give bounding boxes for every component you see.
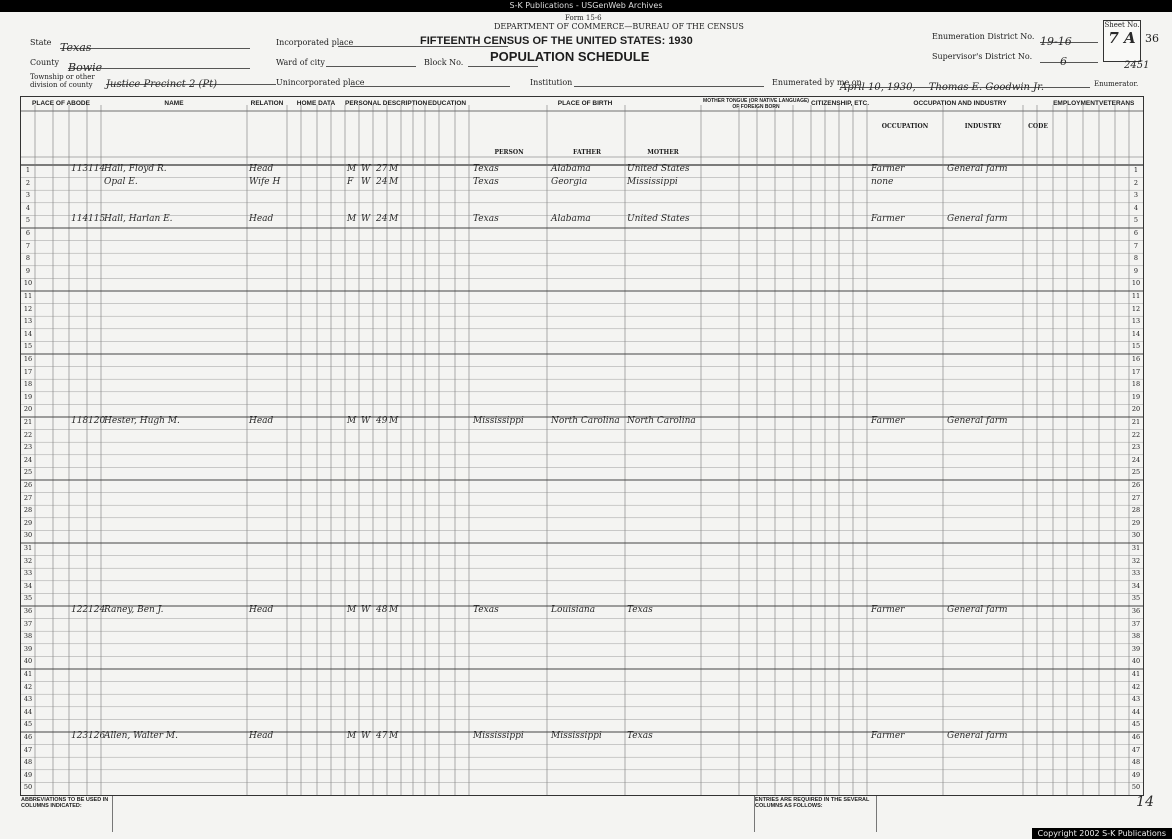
group-tongue: MOTHER TONGUE (OR NATIVE LANGUAGE) OF FOREIGN BORN: [703, 98, 809, 110]
institution-label: Institution: [530, 78, 573, 87]
birthplace-person: Texas: [473, 214, 499, 225]
occupation: Farmer: [871, 214, 905, 225]
line-number: 34: [23, 581, 33, 590]
industry: General farm: [947, 164, 1008, 174]
line-number: 26: [1131, 481, 1141, 489]
group-home: HOME DATA: [296, 100, 336, 107]
dwelling-number: 113: [71, 164, 89, 174]
line-number: 24: [23, 455, 33, 464]
schedule-title: POPULATION SCHEDULE: [490, 49, 650, 64]
person-name: Hall, Floyd R.: [104, 164, 167, 174]
age: 24: [376, 176, 388, 187]
line-number: 12: [23, 304, 33, 313]
line-number: 39: [1131, 644, 1141, 653]
line-number: 6: [1133, 229, 1139, 237]
race: W: [361, 164, 371, 174]
family-number: 120: [88, 416, 106, 426]
line-number: 21: [1131, 418, 1141, 426]
group-birth: PLACE OF BIRTH: [557, 100, 613, 107]
line-number: 47: [1131, 745, 1141, 754]
race: W: [361, 416, 371, 426]
department: DEPARTMENT OF COMMERCE—BUREAU OF THE CENSUS: [494, 22, 744, 31]
line-number: 37: [23, 619, 33, 628]
line-number: 18: [1131, 380, 1141, 389]
line-number: 40: [23, 657, 33, 666]
birthplace-person: Mississippi: [473, 416, 524, 426]
sex: M: [347, 731, 357, 741]
unincorporated-label: Unincorporated place: [276, 78, 365, 87]
person-name: Opal E.: [104, 176, 138, 187]
line-number: 48: [23, 758, 33, 767]
line-number: 49: [1131, 770, 1141, 779]
line-number: 5: [1133, 216, 1139, 225]
page-number: 14: [1136, 794, 1154, 810]
line-number: 2: [1133, 178, 1139, 187]
birthplace-father: North Carolina: [551, 416, 620, 426]
line-number: 36: [23, 607, 33, 615]
line-number: 7: [25, 241, 31, 250]
industry: General farm: [947, 605, 1008, 615]
county-value: Bowie: [68, 61, 103, 74]
line-number: 28: [23, 506, 33, 515]
enum-district-label: Enumeration District No.: [932, 32, 1035, 41]
dwelling-number: 123: [71, 731, 89, 741]
enumerator-label: Enumerator.: [1094, 80, 1139, 88]
line-number: 46: [1131, 733, 1141, 741]
dwelling-number: 114: [71, 214, 89, 225]
line-number: 1: [1133, 166, 1139, 174]
relation: Wife H: [249, 176, 281, 187]
corner-id: 2451: [1124, 60, 1150, 71]
birthplace-mother: United States: [627, 214, 690, 225]
footer-codes: [112, 796, 755, 832]
group-veterans: VETERANS: [1099, 100, 1135, 107]
person-name: Raney, Ben J.: [104, 605, 164, 615]
birthplace-mother: United States: [627, 164, 690, 174]
line-number: 35: [1131, 594, 1141, 603]
line-number: 39: [23, 644, 33, 653]
birthplace-father: Mississippi: [551, 731, 602, 741]
line-number: 44: [23, 707, 33, 716]
township-value: Justice Precinct 2 (Pt): [106, 79, 218, 90]
occupation: Farmer: [871, 416, 905, 426]
line-number: 15: [23, 342, 33, 351]
birthplace-person: Texas: [473, 605, 499, 615]
line-number: 7: [1133, 241, 1139, 250]
line-number: 6: [25, 229, 31, 237]
race: W: [361, 731, 371, 741]
industry: General farm: [947, 214, 1008, 225]
line-number: 42: [23, 682, 33, 691]
line-number: 11: [1131, 292, 1141, 300]
sex: M: [347, 605, 357, 615]
county-label: County: [30, 58, 59, 67]
line-number: 25: [1131, 468, 1141, 477]
line-number: 32: [23, 556, 33, 565]
state-value: Texas: [60, 41, 92, 54]
age: 27: [376, 164, 388, 174]
block-label: Block No.: [424, 58, 464, 67]
race: W: [361, 176, 371, 187]
county-field: [68, 56, 250, 74]
col-person: PERSON: [494, 149, 524, 156]
supervisor-value: 6: [1060, 55, 1067, 68]
line-number: 43: [23, 695, 33, 704]
marital-status: M: [389, 416, 399, 426]
footer: [20, 796, 1142, 832]
col-father: FATHER: [573, 149, 601, 156]
line-number: 31: [23, 544, 33, 552]
age: 49: [376, 416, 388, 426]
line-number: 45: [1131, 720, 1141, 729]
supervisor-field: [1040, 50, 1098, 68]
family-number: 115: [88, 214, 106, 225]
group-citizen: CITIZENSHIP, ETC.: [811, 100, 870, 107]
race: W: [361, 605, 371, 615]
age: 48: [376, 605, 388, 615]
line-number: 23: [23, 443, 33, 452]
birthplace-person: Mississippi: [473, 731, 524, 741]
line-number: 30: [23, 531, 33, 540]
family-number: 114: [88, 164, 106, 174]
line-number: 10: [23, 279, 33, 288]
unincorporated-field: [350, 76, 510, 87]
industry: General farm: [947, 731, 1008, 741]
line-number: 16: [23, 355, 33, 363]
birthplace-person: Texas: [473, 176, 499, 187]
sheet-label: Sheet No.: [1104, 21, 1140, 29]
group-occupation: OCCUPATION AND INDUSTRY: [913, 100, 1007, 107]
state-label: State: [30, 38, 52, 47]
col-occupation: OCCUPATION: [881, 123, 929, 130]
occupation: Farmer: [871, 164, 905, 174]
line-number: 48: [1131, 758, 1141, 767]
relation: Head: [249, 731, 274, 741]
relation: Head: [249, 214, 274, 225]
line-number: 17: [1131, 367, 1141, 376]
birthplace-person: Texas: [473, 164, 499, 174]
line-number: 20: [23, 405, 33, 414]
line-number: 50: [23, 783, 33, 792]
relation: Head: [249, 605, 274, 615]
table-grid: [21, 97, 1143, 795]
township-field: [106, 72, 276, 90]
supervisor-label: Supervisor's District No.: [932, 52, 1033, 61]
occupation: Farmer: [871, 731, 905, 741]
incorporated-field: [338, 36, 508, 47]
incorporated-label: Incorporated place: [276, 38, 354, 47]
banner-text: S-K Publications - USGenWeb Archives: [509, 1, 663, 10]
line-number: 41: [23, 670, 33, 678]
line-number: 42: [1131, 682, 1141, 691]
age: 24: [376, 214, 388, 225]
copyright: Copyright 2002 S-K Publications: [1032, 828, 1172, 839]
line-number: 14: [1131, 329, 1141, 338]
marital-status: M: [389, 176, 399, 187]
dwelling-number: 122: [71, 605, 89, 615]
marital-status: M: [389, 731, 399, 741]
group-name: NAME: [164, 100, 184, 107]
line-number: 38: [23, 632, 33, 641]
line-number: 11: [23, 292, 33, 300]
line-number: 31: [1131, 544, 1141, 552]
line-number: 24: [1131, 455, 1141, 464]
sheet-box: [1103, 20, 1141, 62]
state-field: [60, 36, 250, 54]
line-number: 15: [1131, 342, 1141, 351]
col-code: CODE: [1028, 123, 1048, 130]
corner-number: 36: [1145, 32, 1159, 45]
sheet-value: 7 A: [1108, 29, 1136, 47]
birthplace-mother: Mississippi: [627, 176, 678, 187]
line-number: 13: [23, 317, 33, 326]
enum-district-value: 19-16: [1040, 35, 1072, 48]
line-number: 27: [1131, 493, 1141, 502]
line-number: 14: [23, 329, 33, 338]
line-number: 26: [23, 481, 33, 489]
line-number: 33: [1131, 569, 1141, 578]
township-label: Township or other division of county: [30, 73, 95, 89]
line-number: 47: [23, 745, 33, 754]
line-number: 41: [1131, 670, 1141, 678]
line-number: 36: [1131, 607, 1141, 615]
marital-status: M: [389, 164, 399, 174]
occupation: Farmer: [871, 605, 905, 615]
line-number: 32: [1131, 556, 1141, 565]
sex: M: [347, 214, 357, 225]
group-employment: EMPLOYMENT: [1053, 100, 1099, 107]
line-number: 8: [1133, 254, 1139, 263]
line-number: 30: [1131, 531, 1141, 540]
line-number: 22: [1131, 430, 1141, 439]
line-number: 38: [1131, 632, 1141, 641]
marital-status: M: [389, 605, 399, 615]
line-number: 43: [1131, 695, 1141, 704]
line-number: 9: [1133, 266, 1139, 275]
family-number: 126: [88, 731, 106, 741]
line-number: 37: [1131, 619, 1141, 628]
ward-label: Ward of city: [276, 58, 325, 67]
age: 47: [376, 731, 388, 741]
footer-abbrev: ABBREVIATIONS TO BE USED IN COLUMNS INDICATED:: [20, 796, 113, 832]
marital-status: M: [389, 214, 399, 225]
enumerated-date: April 10, 1930,: [840, 82, 916, 93]
line-number: 29: [23, 518, 33, 527]
birthplace-father: Georgia: [551, 176, 588, 187]
relation: Head: [249, 416, 274, 426]
line-number: 8: [25, 254, 31, 263]
institution-field: [574, 76, 764, 87]
block-field: [468, 56, 538, 67]
ward-field: [326, 56, 416, 67]
birthplace-mother: Texas: [627, 731, 653, 741]
line-number: 40: [1131, 657, 1141, 666]
line-number: 12: [1131, 304, 1141, 313]
relation: Head: [249, 164, 274, 174]
line-number: 2: [25, 178, 31, 187]
enum-district-field: [1040, 30, 1098, 48]
line-number: 9: [25, 266, 31, 275]
line-number: 3: [1133, 191, 1139, 200]
person-name: Hester, Hugh M.: [104, 416, 180, 426]
line-number: 19: [23, 392, 33, 401]
archive-banner: [0, 0, 1172, 12]
line-number: 25: [23, 468, 33, 477]
line-number: 16: [1131, 355, 1141, 363]
line-number: 18: [23, 380, 33, 389]
sex: M: [347, 416, 357, 426]
line-number: 50: [1131, 783, 1141, 792]
line-number: 17: [23, 367, 33, 376]
group-abode: PLACE OF ABODE: [32, 100, 90, 107]
group-relation: RELATION: [250, 100, 284, 107]
line-number: 33: [23, 569, 33, 578]
col-mother: MOTHER: [647, 149, 679, 156]
line-number: 21: [23, 418, 33, 426]
line-number: 13: [1131, 317, 1141, 326]
sex: M: [347, 164, 357, 174]
birthplace-mother: Texas: [627, 605, 653, 615]
line-number: 3: [25, 191, 31, 200]
sex: F: [347, 176, 354, 187]
family-number: 124: [88, 605, 106, 615]
line-number: 4: [25, 203, 31, 212]
industry: General farm: [947, 416, 1008, 426]
line-number: 19: [1131, 392, 1141, 401]
line-number: 45: [23, 720, 33, 729]
line-number: 23: [1131, 443, 1141, 452]
line-number: 4: [1133, 203, 1139, 212]
footer-entries: ENTRIES ARE REQUIRED IN THE SEVERAL COLUMNS AS FOLLOWS:: [754, 796, 877, 832]
birthplace-father: Alabama: [551, 214, 591, 225]
race: W: [361, 214, 371, 225]
occupation: none: [871, 176, 894, 187]
person-name: Hall, Harlan E.: [104, 214, 173, 225]
line-number: 49: [23, 770, 33, 779]
line-number: 28: [1131, 506, 1141, 515]
footer-instructions: [876, 796, 1138, 832]
enumerator-name: Thomas E. Goodwin Jr.: [928, 82, 1045, 93]
birthplace-mother: North Carolina: [627, 416, 696, 426]
line-number: 20: [1131, 405, 1141, 414]
line-number: 44: [1131, 707, 1141, 716]
form-number: Form 15-6: [565, 14, 602, 22]
enumerated-label: Enumerated by me on: [772, 78, 862, 87]
line-number: 5: [25, 216, 31, 225]
line-number: 35: [23, 594, 33, 603]
group-education: EDUCATION: [427, 100, 467, 107]
group-personal: PERSONAL DESCRIPTION: [345, 100, 428, 107]
line-number: 1: [25, 166, 31, 174]
birthplace-father: Louisiana: [551, 605, 596, 615]
line-number: 29: [1131, 518, 1141, 527]
census-title: FIFTEENTH CENSUS OF THE UNITED STATES: 1930: [420, 35, 693, 47]
census-table: [20, 96, 1144, 796]
dwelling-number: 118: [71, 416, 89, 426]
line-number: 46: [23, 733, 33, 741]
enumerated-field: [840, 75, 1090, 93]
person-name: Allen, Walter M.: [104, 731, 178, 741]
line-number: 10: [1131, 279, 1141, 288]
birthplace-father: Alabama: [551, 164, 591, 174]
line-number: 27: [23, 493, 33, 502]
line-number: 34: [1131, 581, 1141, 590]
line-number: 22: [23, 430, 33, 439]
col-industry: INDUSTRY: [964, 123, 1002, 130]
